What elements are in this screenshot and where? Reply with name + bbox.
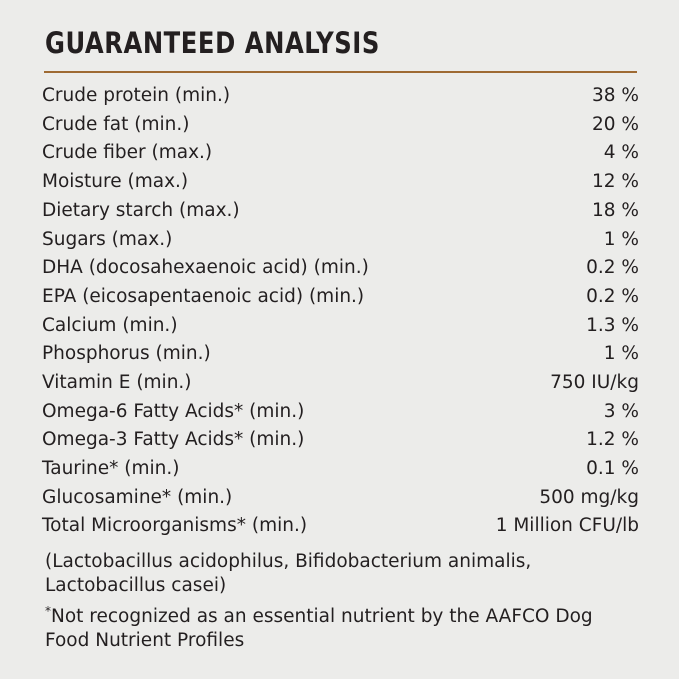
footnotes xyxy=(42,550,639,653)
nutrient-label: Taurine* (min.) xyxy=(42,458,180,480)
nutrient-value: 750 IU/kg xyxy=(550,371,639,393)
nutrient-label: EPA (eicosapentaenoic acid) (min.) xyxy=(42,285,365,307)
table-row xyxy=(42,398,639,427)
asterisk-marker: * xyxy=(45,604,51,619)
table-row xyxy=(42,82,639,111)
nutrient-value: 1.2 % xyxy=(586,429,639,451)
table-row xyxy=(42,139,639,168)
nutrient-value: 1 % xyxy=(603,228,639,250)
nutrient-label: Total Microorganisms* (min.) xyxy=(42,515,308,537)
nutrient-label: Phosphorus (min.) xyxy=(42,343,211,365)
table-row xyxy=(42,225,639,254)
nutrient-value: 3 % xyxy=(603,400,639,422)
nutrient-label: DHA (docosahexaenoic acid) (min.) xyxy=(42,257,369,279)
nutrient-value: 0.1 % xyxy=(586,458,639,480)
nutrient-label: Crude fiber (max.) xyxy=(42,142,213,164)
nutrient-value: 12 % xyxy=(592,171,639,193)
microorganism-strains-note: (Lactobacillus acidophilus, Bifidobacterium animalis, Lactobacillus casei) xyxy=(45,551,532,596)
nutrient-label: Sugars (max.) xyxy=(42,228,173,250)
table-row xyxy=(42,484,639,513)
nutrient-value: 38 % xyxy=(592,85,639,107)
nutrient-label: Crude protein (min.) xyxy=(42,85,231,107)
aafco-footnote xyxy=(45,605,639,652)
aafco-footnote-text: Not recognized as an essential nutrient by the AAFCO Dog Food Nutrient Profiles xyxy=(45,606,593,652)
nutrient-value: 1 % xyxy=(603,343,639,365)
nutrient-value: 18 % xyxy=(592,199,639,221)
table-row xyxy=(42,455,639,484)
nutrient-value: 4 % xyxy=(603,142,639,164)
nutrient-value: 500 mg/kg xyxy=(539,486,639,508)
page-title: GUARANTEED ANALYSIS xyxy=(45,26,380,60)
table-row xyxy=(42,197,639,226)
nutrient-value: 0.2 % xyxy=(586,257,639,279)
nutrient-label: Omega-6 Fatty Acids* (min.) xyxy=(42,400,305,422)
table-row xyxy=(42,111,639,140)
table-row xyxy=(42,168,639,197)
nutrient-label: Moisture (max.) xyxy=(42,171,189,193)
nutrient-label: Dietary starch (max.) xyxy=(42,199,240,221)
table-row xyxy=(42,283,639,312)
nutrient-label: Calcium (min.) xyxy=(42,314,178,336)
nutrient-label: Crude fat (min.) xyxy=(42,113,190,135)
table-row xyxy=(42,512,639,541)
analysis-table-body xyxy=(42,82,639,541)
title-divider xyxy=(44,71,637,73)
table-row xyxy=(42,340,639,369)
nutrient-label: Glucosamine* (min.) xyxy=(42,486,233,508)
nutrient-label: Omega-3 Fatty Acids* (min.) xyxy=(42,429,305,451)
table-row xyxy=(42,254,639,283)
nutrient-value: 0.2 % xyxy=(586,285,639,307)
nutrient-value: 1 Million CFU/lb xyxy=(495,515,639,537)
table-row xyxy=(42,426,639,455)
table-row xyxy=(42,369,639,398)
nutrient-label: Vitamin E (min.) xyxy=(42,371,192,393)
table-row xyxy=(42,312,639,341)
nutrient-value: 1.3 % xyxy=(586,314,639,336)
guaranteed-analysis-table xyxy=(42,82,639,541)
nutrient-value: 20 % xyxy=(592,113,639,135)
